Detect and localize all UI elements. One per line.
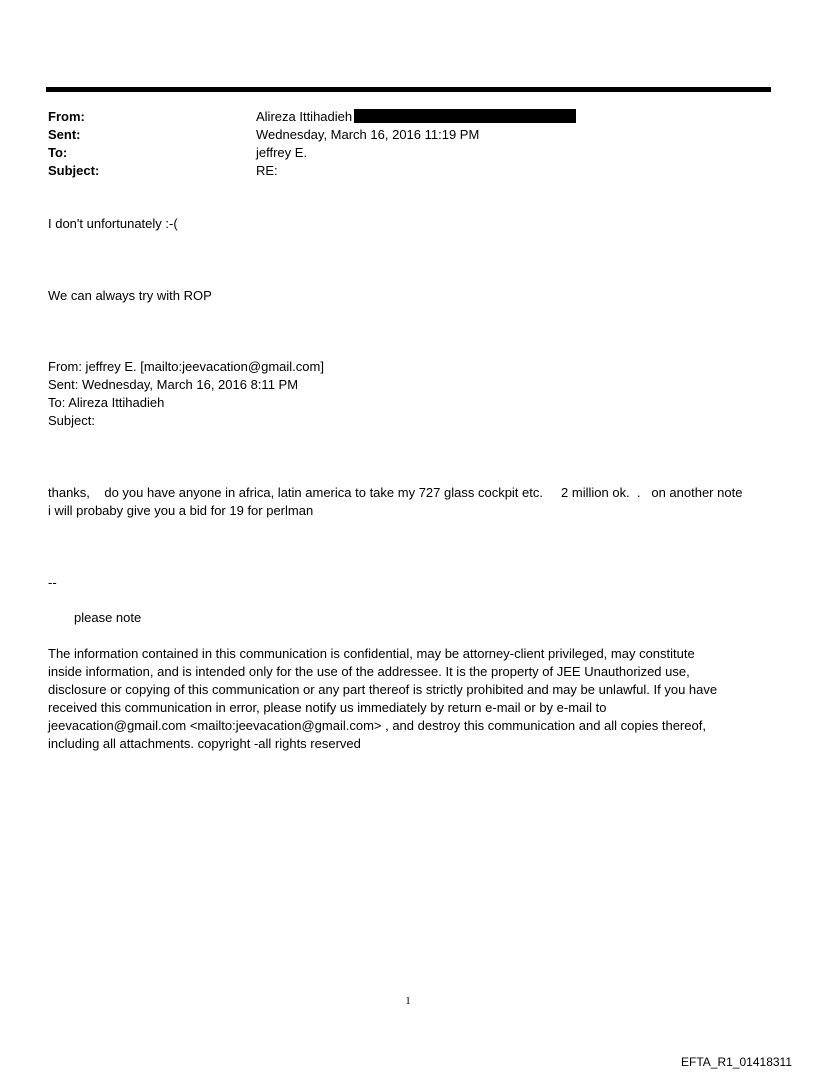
page-number: 1 — [405, 995, 411, 1007]
signature-separator: -- — [48, 575, 57, 590]
disclaimer-line: jeevacation@gmail.com <mailto:jeevacation@gmail.com> , and destroy this communication and all copies thereof, — [48, 718, 706, 733]
bates-number: EFTA_R1_01418311 — [681, 1055, 792, 1069]
quoted-from: From: jeffrey E. [mailto:jeevacation@gmail.com] — [48, 359, 324, 374]
disclaimer-line: disclosure or copying of this communication or any part thereof is strictly prohibited and may be unlawful. If you have — [48, 682, 718, 697]
quoted-to: To: Alireza Ittihadieh — [48, 395, 165, 410]
quoted-subject: Subject: — [48, 413, 95, 428]
please-note: please note — [74, 610, 142, 625]
disclaimer — [48, 645, 778, 753]
header-rule — [46, 87, 771, 92]
body-line-2: We can always try with ROP — [48, 288, 212, 303]
disclaimer-line: including all attachments. copyright -all rights reserved — [48, 736, 361, 751]
disclaimer-line: inside information, and is intended only for the use of the addressee. It is the property of JEE Unauthorized use, — [48, 664, 690, 679]
disclaimer-line: received this communication in error, please notify us immediately by return e-mail or by e-mail to — [48, 700, 607, 715]
quoted-message-line-2: i will probaby give you a bid for 19 for perlman — [48, 503, 314, 518]
quoted-sent: Sent: Wednesday, March 16, 2016 8:11 PM — [48, 377, 299, 392]
quoted-message-line-1: thanks, do you have anyone in africa, latin america to take my 727 glass cockpit etc. 2 million ok. . on another note — [48, 485, 743, 500]
to-label: To: — [48, 145, 68, 160]
sent-label: Sent: — [48, 127, 81, 142]
body-line-1: I don't unfortunately :-( — [48, 216, 178, 231]
from-value — [256, 108, 576, 126]
from-name: Alireza Ittihadieh — [256, 109, 353, 124]
subject-label: Subject: — [48, 163, 100, 178]
disclaimer-line: The information contained in this communication is confidential, may be attorney-client privileged, may constitute — [48, 646, 695, 661]
sent-value: Wednesday, March 16, 2016 11:19 PM — [256, 127, 480, 142]
subject-value: RE: — [256, 163, 278, 178]
redaction-box — [354, 109, 576, 123]
quoted-header — [48, 358, 324, 430]
from-label: From: — [48, 109, 85, 124]
to-value: jeffrey E. — [256, 145, 308, 160]
